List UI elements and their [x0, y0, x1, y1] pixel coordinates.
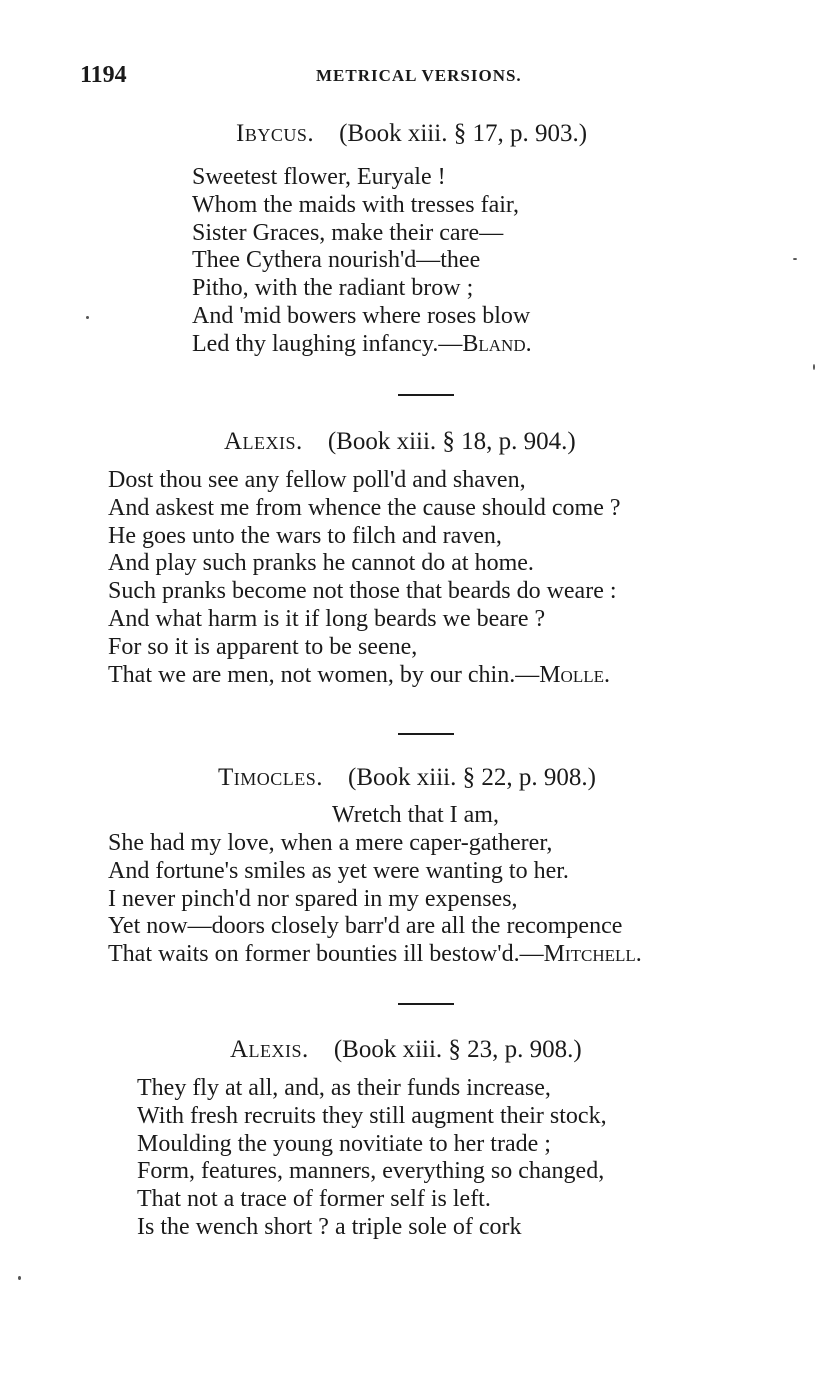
section-divider [398, 1003, 454, 1005]
section-heading [224, 428, 576, 456]
section-heading [236, 120, 587, 148]
verse-line: He goes unto the wars to filch and raven, [108, 522, 502, 549]
verse-line: And askest me from whence the cause should come ? [108, 494, 621, 521]
translator-name: Molle. [539, 661, 610, 688]
section-heading [218, 764, 596, 792]
translator-name: Bland. [462, 330, 532, 357]
verse-line: Sister Graces, make their care— [192, 219, 504, 246]
translator-name: Mitchell. [543, 941, 642, 968]
verse-line: Yet now—doors closely barr'd are all the recompence [108, 913, 623, 940]
verse-line: Whom the maids with tresses fair, [192, 191, 519, 218]
section-author: Timocles. [218, 764, 324, 791]
verse-line: Wretch that I am, [332, 802, 499, 828]
section-divider [398, 733, 454, 735]
section-reference: (Book xiii. § 18, p. 904.) [327, 428, 576, 455]
verse-line: With fresh recruits they still augment their stock, [137, 1102, 607, 1129]
verse-line: Led thy laughing infancy.—Bland. [192, 330, 532, 357]
verse-line: That waits on former bounties ill bestow'd.—Mitchell. [108, 941, 642, 968]
scan-speck [813, 364, 815, 370]
verse-line: And play such pranks he cannot do at home. [108, 550, 534, 577]
verse-line: Sweetest flower, Euryale ! [192, 164, 446, 190]
section-author: Ibycus. [236, 120, 315, 147]
section-reference: (Book xiii. § 22, p. 908.) [348, 764, 596, 791]
section-heading [230, 1036, 582, 1064]
poem-stanza [192, 164, 532, 359]
poem-stanza [137, 1075, 607, 1242]
verse-line: Is the wench short ? a triple sole of cork [137, 1213, 522, 1240]
verse-line: I never pinch'd nor spared in my expenses, [108, 885, 518, 912]
verse-line: Such pranks become not those that beards do weare : [108, 578, 617, 605]
scan-speck [793, 258, 797, 260]
poem-stanza [108, 467, 621, 689]
verse-line: Form, features, manners, everything so changed, [137, 1158, 605, 1185]
verse-line: And fortune's smiles as yet were wanting to her. [108, 857, 569, 884]
section-reference: (Book xiii. § 17, p. 903.) [339, 120, 588, 147]
verse-line: And what harm is it if long beards we beare ? [108, 605, 546, 632]
running-head: METRICAL VERSIONS. [316, 66, 522, 85]
poem-stanza [108, 830, 642, 969]
verse-line: And 'mid bowers where roses blow [192, 302, 531, 329]
verse-line: For so it is apparent to be seene, [108, 633, 418, 660]
verse-line: That we are men, not women, by our chin.—Molle. [108, 661, 610, 688]
verse-line: Pitho, with the radiant brow ; [192, 275, 474, 302]
section-divider [398, 394, 454, 396]
section-author: Alexis. [230, 1036, 309, 1063]
section-reference: (Book xiii. § 23, p. 908.) [333, 1036, 582, 1063]
page-number: 1194 [80, 62, 127, 88]
verse-line: That not a trace of former self is left. [137, 1186, 491, 1213]
scan-speck [18, 1276, 21, 1280]
verse-line: She had my love, when a mere caper-gatherer, [108, 830, 553, 856]
section-author: Alexis. [224, 428, 303, 455]
scan-speck [86, 316, 89, 319]
verse-line: They fly at all, and, as their funds increase, [137, 1075, 551, 1101]
verse-line: Moulding the young novitiate to her trade ; [137, 1130, 551, 1157]
verse-line: Thee Cythera nourish'd—thee [192, 247, 481, 274]
verse-line: Dost thou see any fellow poll'd and shaven, [108, 467, 526, 493]
